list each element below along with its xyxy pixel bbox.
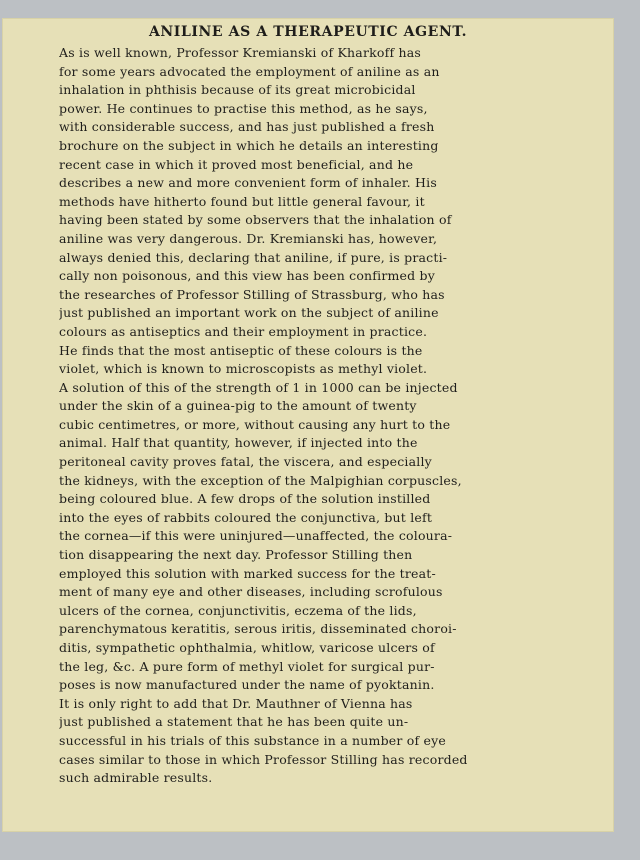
article-title: ANILINE AS A THERAPEUTIC AGENT. [148, 24, 468, 40]
article-line: the researches of Professor Stilling of Strassburg, who has [59, 286, 445, 302]
article-line: into the eyes of rabbits coloured the conjunctiva, but left [59, 509, 433, 525]
article-line: under the skin of a guinea-pig to the amount of twenty [59, 398, 417, 414]
article-line: with considerable success, and has just published a fresh [59, 119, 435, 135]
article-line: successful in his trials of this substance in a number of eye [59, 732, 446, 748]
article-line: brochure on the subject in which he details an interesting [59, 137, 439, 153]
article-line: recent case in which it proved most beneficial, and he [59, 156, 414, 172]
article-line: As is well known, Professor Kremianski of Kharkoff has [59, 45, 421, 60]
article-line: parenchymatous keratitis, serous iritis, disseminated choroi- [59, 621, 457, 637]
article-body [59, 44, 604, 788]
article-line: It is only right to add that Dr. Mauthner of Vienna has [59, 695, 413, 711]
article-line: just published a statement that he has been quite un- [59, 714, 409, 730]
article-line: ulcers of the cornea, conjunctivitis, eczema of the lids, [59, 602, 417, 618]
article-line: violet, which is known to microscopists as methyl violet. [59, 361, 428, 377]
article-line: always denied this, declaring that aniline, if pure, is practi- [59, 249, 448, 265]
article-line: such admirable results. [59, 770, 213, 786]
newspaper-clipping [2, 18, 614, 832]
article-line: having been stated by some observers that the inhalation of [59, 212, 452, 228]
article-line: the cornea—if this were uninjured—unaffected, the coloura- [59, 528, 453, 544]
article-line: tion disappearing the next day. Professor Stilling then [59, 547, 413, 563]
article-line: cally non poisonous, and this view has been confirmed by [59, 268, 435, 284]
article-line: animal. Half that quantity, however, if injected into the [59, 435, 418, 451]
article-line: A solution of this of the strength of 1 in 1000 can be injected [59, 379, 458, 395]
article-line: for some years advocated the employment of aniline as an [59, 63, 440, 79]
article-line: poses is now manufactured under the name of pyoktanin. [59, 677, 435, 693]
article-line: inhalation in phthisis because of its great microbicidal [59, 82, 416, 98]
article-line: cubic centimetres, or more, without causing any hurt to the [59, 416, 451, 432]
article-line: methods have hitherto found but little general favour, it [59, 193, 425, 209]
article-line: peritoneal cavity proves fatal, the viscera, and especially [59, 454, 432, 470]
article-line: employed this solution with marked success for the treat- [59, 565, 436, 581]
article-line: He finds that the most antiseptic of these colours is the [59, 342, 423, 358]
article-line: the kidneys, with the exception of the Malpighian corpuscles, [59, 472, 462, 488]
article-line: ditis, sympathetic ophthalmia, whitlow, varicose ulcers of [59, 640, 435, 655]
article-line: describes a new and more convenient form of inhaler. His [59, 175, 437, 191]
article-line: cases similar to those in which Professor Stilling has recorded [59, 751, 468, 767]
article-line: aniline was very dangerous. Dr. Kremianski has, however, [59, 230, 438, 246]
article-line: colours as antiseptics and their employment in practice. [59, 323, 428, 339]
article-line: power. He continues to practise this method, as he says, [59, 100, 428, 116]
article-line: ment of many eye and other diseases, including scrofulous [59, 584, 443, 600]
article-line: being coloured blue. A few drops of the solution instilled [59, 491, 431, 507]
article-line: just published an important work on the subject of aniline [59, 305, 439, 321]
article-line: the leg, &c. A pure form of methyl violet for surgical pur- [59, 658, 435, 674]
